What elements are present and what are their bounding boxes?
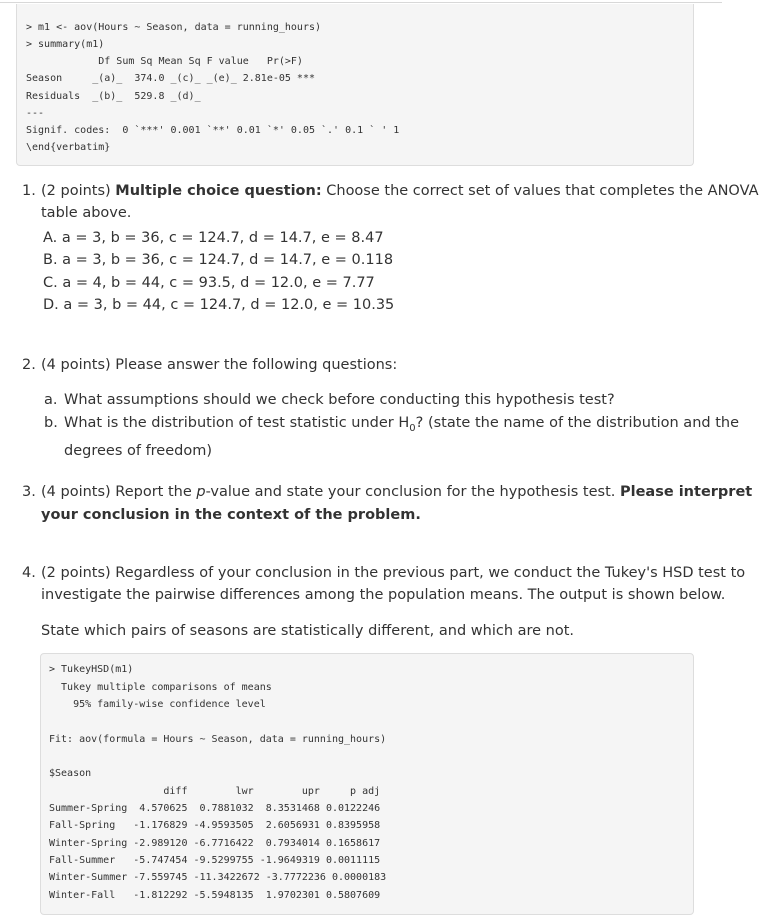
- option-d: [43, 297, 394, 313]
- option-label: B.: [43, 252, 58, 268]
- question-bold-label: Multiple choice question:: [115, 183, 322, 199]
- option-text: a = 4, b = 44, c = 93.5, d = 12.0, e = 7.77: [62, 275, 375, 291]
- question-text: (4 points) Report the: [41, 484, 197, 500]
- code-line: Signif. codes: 0 `***' 0.001 `**' 0.01 `*' 0.05 `.' 0.1 ` ' 1: [26, 125, 400, 136]
- question-text: (2 points) Regardless of your conclusion in the previous part, we conduct the Tukey's HSD test to: [41, 565, 746, 581]
- question-4-instruction: State which pairs of seasons are statistically different, and which are not.: [41, 623, 575, 639]
- code-line: > TukeyHSD(m1): [49, 664, 134, 675]
- question-number: 2.: [22, 357, 36, 373]
- code-line: diff lwr upr p adj: [49, 786, 381, 797]
- code-line: Fit: aov(formula = Hours ~ Season, data = running_hours): [49, 734, 387, 745]
- code-line: Residuals _(b)_ 529.8 _(d)_: [26, 91, 201, 102]
- sub-text: What is the distribution of test statistic under H: [64, 415, 410, 431]
- question-text: table above.: [41, 205, 132, 221]
- code-line: Season _(a)_ 374.0 _(c)_ _(e)_ 2.81e-05 ***: [26, 73, 315, 84]
- sub-text: ? (state the name of the distribution and the: [415, 415, 739, 431]
- p-italic: p: [196, 484, 206, 500]
- code-line: 95% family-wise confidence level: [49, 699, 266, 710]
- option-b: [43, 252, 393, 268]
- question-text: Choose the correct set of values that completes the ANOVA: [326, 183, 759, 199]
- question-text: investigate the pairwise differences among the population means. The output is shown below.: [41, 587, 726, 603]
- code-line: Fall-Spring -1.176829 -4.9593505 2.6056931 0.8395958: [49, 820, 381, 831]
- question-1: [22, 180, 759, 226]
- option-a: [43, 230, 384, 246]
- code-line: Winter-Summer -7.559745 -11.3422672 -3.7772236 0.0000183: [49, 872, 387, 883]
- code-line: Df Sum Sq Mean Sq F value Pr(>F): [26, 56, 303, 67]
- sub-text: degrees of freedom): [64, 442, 213, 459]
- question-2b: [44, 412, 739, 459]
- code-line: Summer-Spring 4.570625 0.7881032 8.3531468 0.0122246: [49, 803, 381, 814]
- code-line: $Season: [49, 768, 92, 779]
- option-text: a = 3, b = 44, c = 124.7, d = 12.0, e = 10.35: [63, 297, 395, 313]
- question-number: 4.: [22, 565, 36, 581]
- top-divider: [0, 2, 722, 3]
- question-2: [22, 354, 702, 376]
- option-label: D.: [43, 297, 59, 313]
- option-text: a = 3, b = 36, c = 124.7, d = 14.7, e = 0.118: [62, 252, 394, 268]
- question-bold-text: your conclusion in the context of the problem.: [41, 507, 421, 523]
- option-text: a = 3, b = 36, c = 124.7, d = 14.7, e = 8.47: [61, 230, 384, 246]
- sub-text: What assumptions should we check before conducting this hypothesis test?: [64, 392, 615, 408]
- question-text: (4 points) Please answer the following questions:: [41, 357, 398, 373]
- sub-label: a.: [44, 392, 58, 408]
- option-c: [43, 275, 375, 291]
- question-2a: [44, 389, 694, 412]
- code-line: ---: [26, 108, 45, 119]
- tukey-code-block: [40, 653, 694, 915]
- question-text: -value and state your conclusion for the hypothesis test.: [205, 484, 620, 500]
- code-line: Winter-Spring -2.989120 -6.7716422 0.7934014 0.1658617: [49, 838, 381, 849]
- question-number: 1.: [22, 183, 36, 199]
- question-points: (2 points): [41, 183, 111, 199]
- option-label: A.: [43, 230, 58, 246]
- code-line: \end{verbatim}: [26, 142, 111, 153]
- code-line: Winter-Fall -1.812292 -5.5948135 1.9702301 0.5807609: [49, 890, 381, 901]
- code-line: Tukey multiple comparisons of means: [49, 682, 272, 693]
- question-number: 3.: [22, 484, 36, 500]
- sub-label: b.: [44, 415, 58, 431]
- code-line: > summary(m1): [26, 39, 105, 50]
- question-bold-text: Please interpret: [619, 484, 753, 500]
- h0-subscript: 0: [409, 422, 416, 434]
- code-line: > m1 <- aov(Hours ~ Season, data = running_hours): [26, 22, 322, 33]
- anova-code-block: [16, 4, 694, 166]
- option-label: C.: [43, 275, 58, 291]
- code-line: Fall-Summer -5.747454 -9.5299755 -1.9649319 0.0011115: [49, 855, 381, 866]
- question-3: [22, 481, 753, 527]
